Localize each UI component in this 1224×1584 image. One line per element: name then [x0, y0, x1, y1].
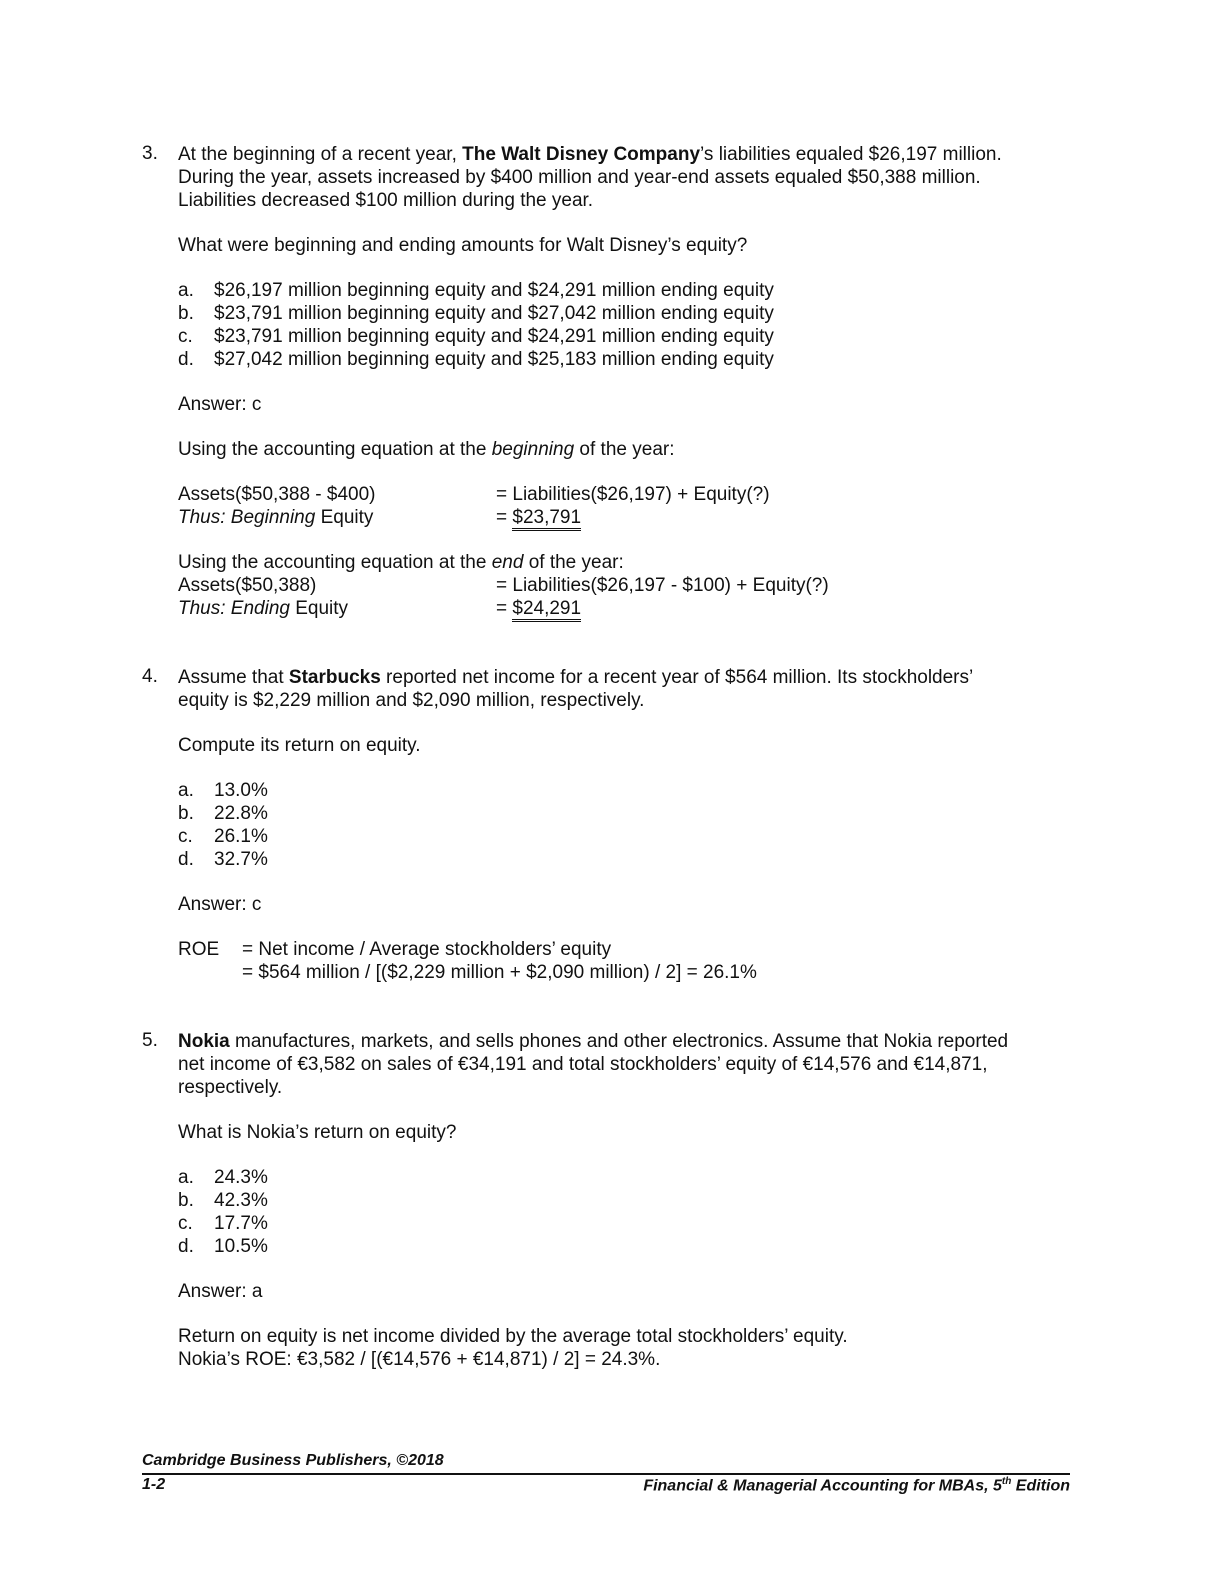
question-stem: During the year, assets increased by $400 million and year-end assets equaled $50,388 million. [178, 167, 981, 188]
page-number: 1-2 [142, 1476, 166, 1493]
question-stem: Liabilities decreased $100 million during the year. [178, 190, 594, 211]
question-5 [142, 1030, 1062, 1371]
question-stem: net income of €3,582 on sales of €34,191 and total stockholders’ equity of €14,576 and €14,871, [178, 1054, 988, 1075]
explanation: Return on equity is net income divided by the average total stockholders’ equity. [178, 1326, 848, 1347]
explanation: Nokia’s ROE: €3,582 / [(€14,576 + €14,871) / 2] = 24.3%. [178, 1349, 661, 1370]
ending-equity-value: $24,291 [512, 598, 581, 622]
option: b. $23,791 million beginning equity and $27,042 million ending equity [178, 303, 774, 324]
book-title: Financial & Managerial Accounting for MBAs, 5th Edition [643, 1476, 1070, 1495]
option: c. $23,791 million beginning equity and $24,291 million ending equity [178, 326, 774, 347]
company-name: Nokia [178, 1031, 230, 1052]
footer-publisher: Cambridge Business Publishers, ©2018 [142, 1452, 444, 1469]
question-stem: Nokia manufactures, markets, and sells phones and other electronics. Assume that Nokia reported [178, 1031, 1009, 1052]
option: d. $27,042 million beginning equity and $25,183 million ending equity [178, 349, 774, 370]
footer-bottom-line [142, 1476, 1070, 1495]
question-prompt: Compute its return on equity. [178, 735, 421, 756]
equation-row: Assets($50,388 - $400) = Liabilities($26,197) + Equity(?) [178, 484, 770, 505]
roe-calculation: = $564 million / [($2,229 million + $2,090 million) / 2] = 26.1% [242, 962, 757, 983]
question-number: 3. [142, 143, 158, 164]
option: a. $26,197 million beginning equity and $24,291 million ending equity [178, 280, 774, 301]
option: d. 10.5% [178, 1236, 268, 1257]
roe-formula: ROE = Net income / Average stockholders’ equity [178, 939, 612, 960]
question-stem: equity is $2,229 million and $2,090 million, respectively. [178, 690, 645, 711]
question-stem: respectively. [178, 1077, 283, 1098]
option: b. 22.8% [178, 803, 268, 824]
option: d. 32.7% [178, 849, 268, 870]
option: c. 26.1% [178, 826, 268, 847]
option: a. 24.3% [178, 1167, 268, 1188]
equation-row: Thus: Ending Equity = $24,291 [178, 597, 1062, 620]
question-stem: At the beginning of a recent year, The Walt Disney Company’s liabilities equaled $26,197 million. [178, 144, 1002, 165]
equation-row: Thus: Beginning Equity = $23,791 [178, 506, 1062, 529]
option: b. 42.3% [178, 1190, 268, 1211]
option: c. 17.7% [178, 1213, 268, 1234]
question-3 [142, 143, 1062, 620]
question-prompt: What is Nokia’s return on equity? [178, 1122, 457, 1143]
answer: Answer: a [178, 1281, 263, 1302]
question-number: 5. [142, 1030, 158, 1051]
footer-divider [142, 1473, 1070, 1475]
explanation-intro: Using the accounting equation at the beginning of the year: [178, 439, 675, 460]
answer: Answer: c [178, 394, 262, 415]
question-number: 4. [142, 666, 158, 687]
question-4 [142, 666, 1062, 984]
company-name: Starbucks [288, 667, 381, 688]
question-stem: Assume that Starbucks reported net income for a recent year of $564 million. Its stockholders’ [178, 667, 974, 688]
beginning-equity-value: $23,791 [512, 507, 581, 531]
explanation-intro: Using the accounting equation at the end of the year: [178, 552, 624, 573]
question-prompt: What were beginning and ending amounts for Walt Disney’s equity? [178, 235, 748, 256]
option: a. 13.0% [178, 780, 268, 801]
answer: Answer: c [178, 894, 262, 915]
equation-row: Assets($50,388) = Liabilities($26,197 - $100) + Equity(?) [178, 575, 829, 596]
company-name: The Walt Disney Company [462, 144, 701, 165]
